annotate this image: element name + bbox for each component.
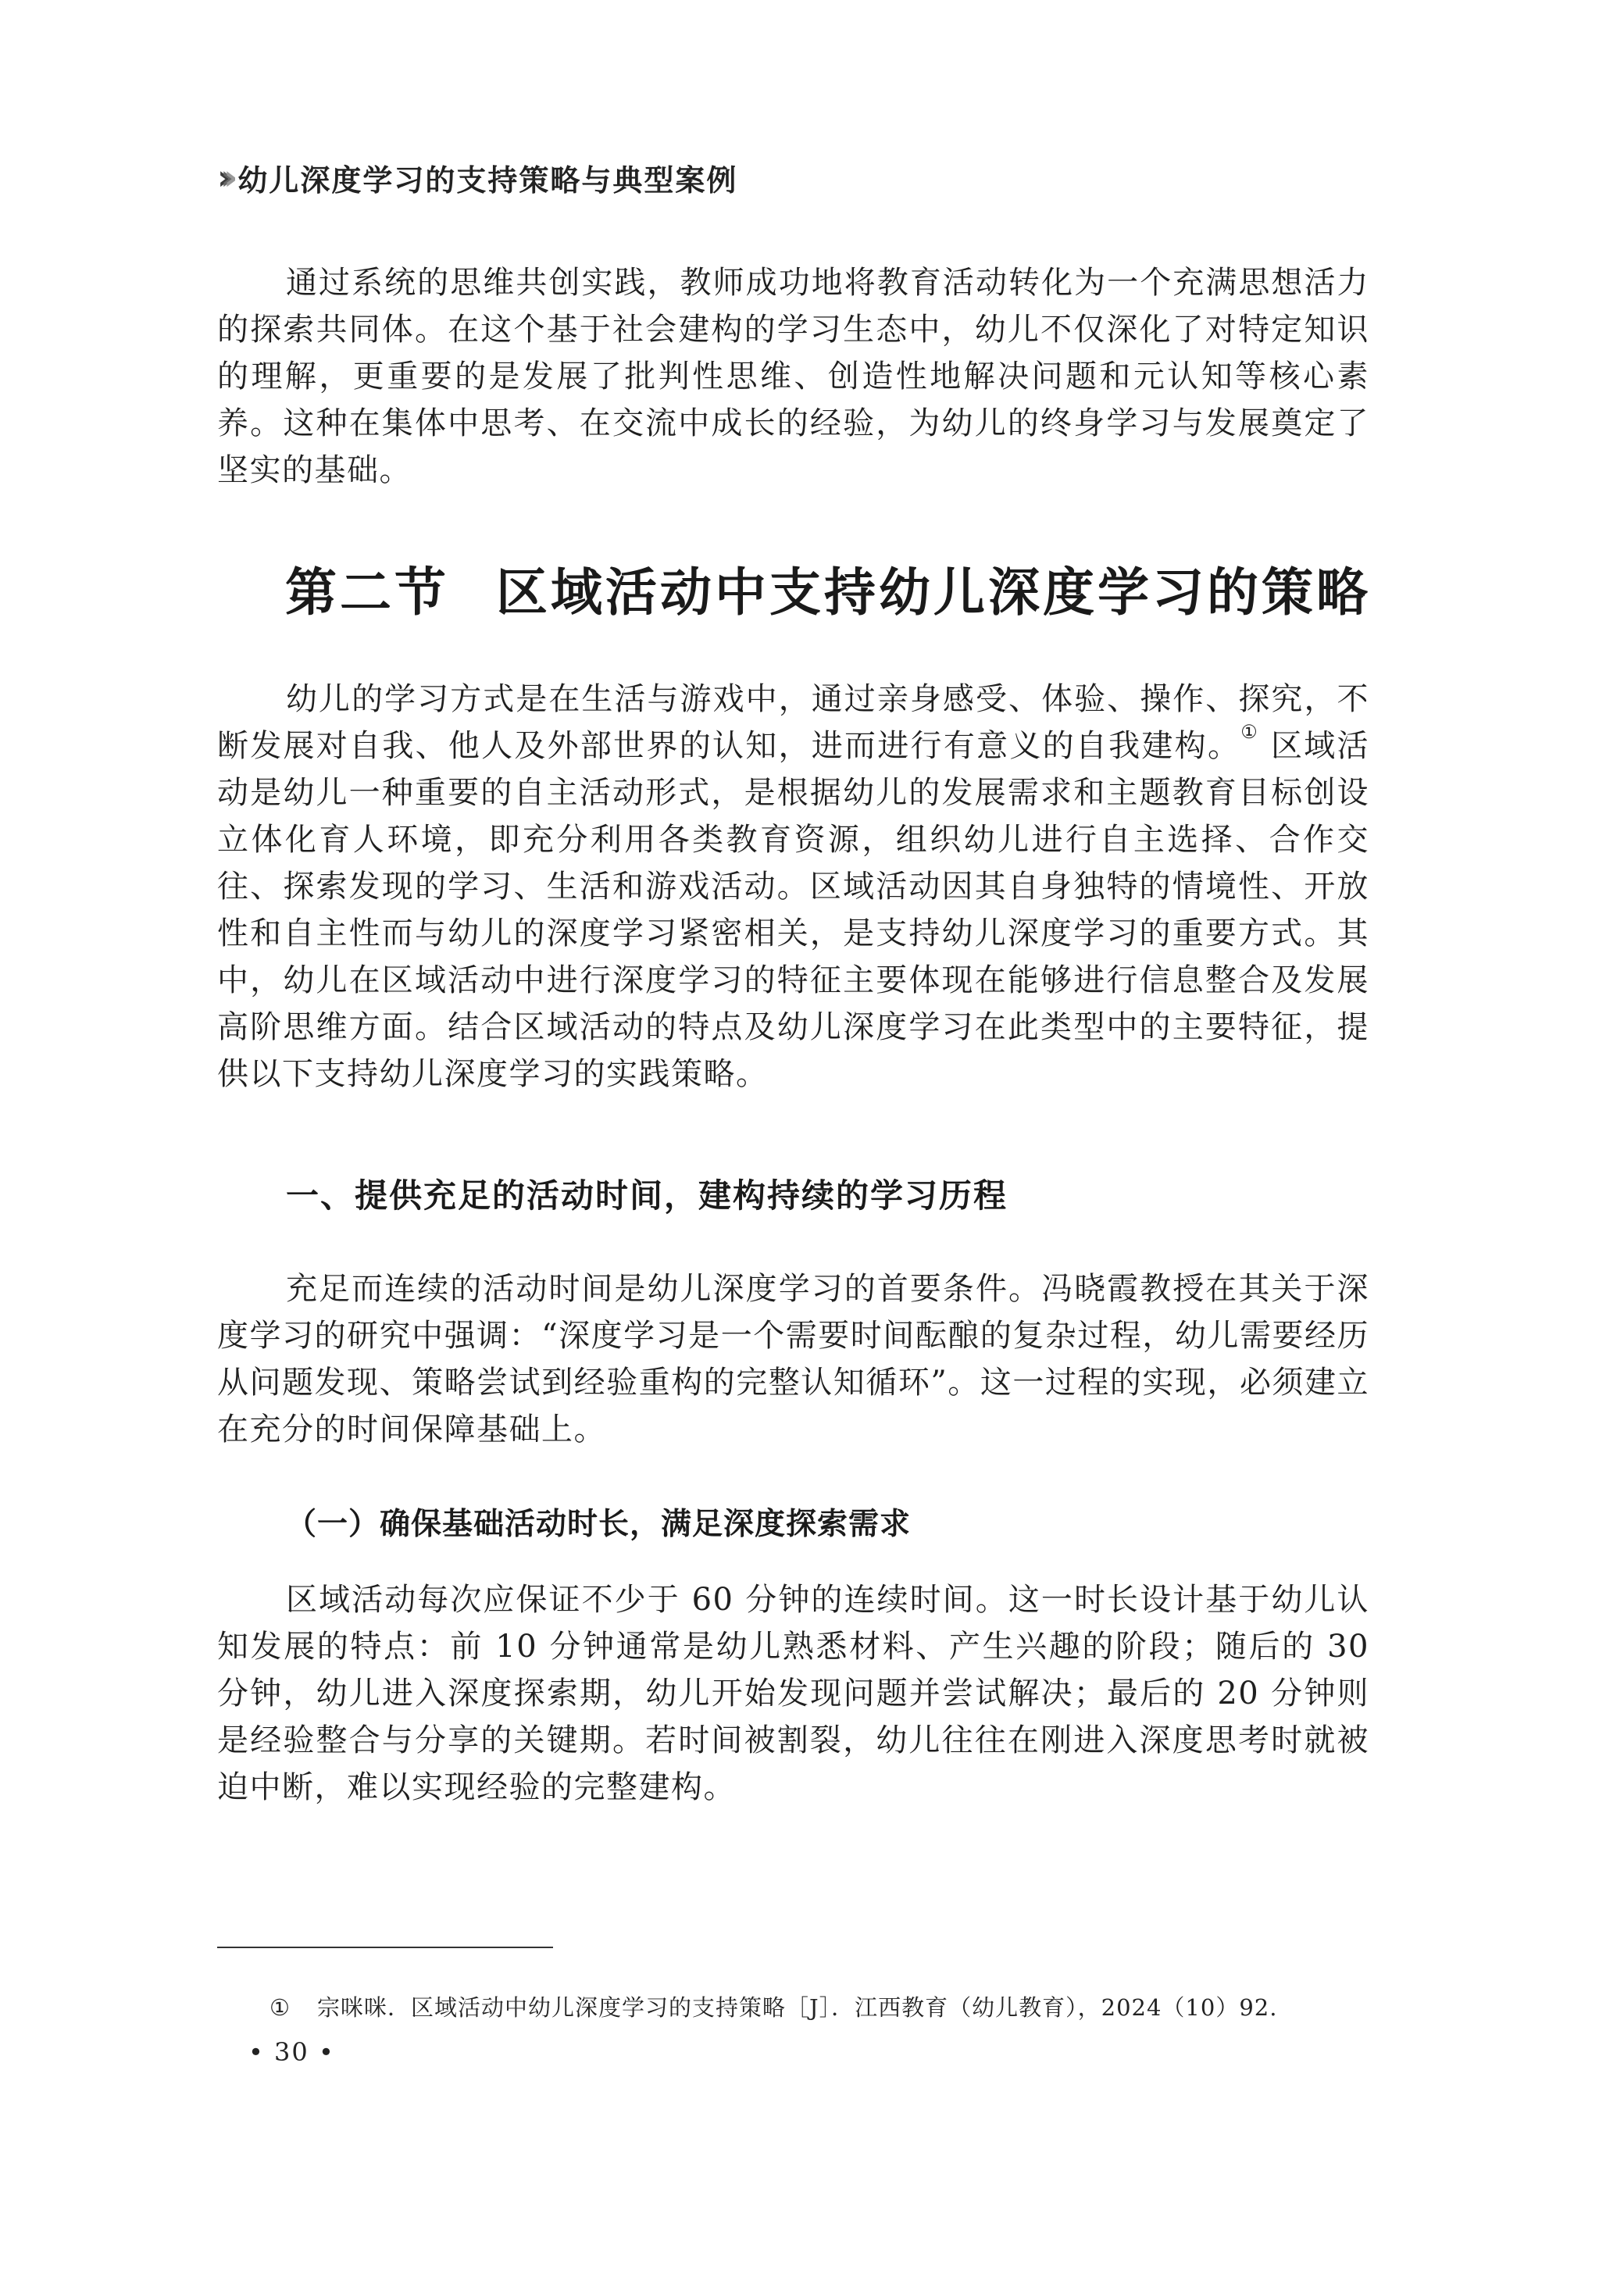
section-paragraph [217, 676, 1369, 1098]
subsection-paragraph: 充足而连续的活动时间是幼儿深度学习的首要条件。冯晓霞教授在其关于深度学习的研究中强调：“深度学习是一个需要时间酝酿的复杂过程，幼儿需要经历从问题发现、策略尝试到经验重构的完整认知循环”。这一过程的实现，必须建立在充分的时间保障基础上。 [217, 1271, 1369, 1447]
subsection-heading: 一、提供充足的活动时间，建构持续的学习历程 [286, 1176, 1008, 1215]
footnote [269, 1990, 1277, 2022]
page-number: • 30 • [248, 2037, 335, 2067]
running-header [217, 156, 737, 199]
chevron-arrows-icon: › › › [217, 157, 227, 198]
section-paragraph-text: 幼儿的学习方式是在生活与游戏中，通过亲身感受、体验、操作、探究，不断发展对自我、他人及外部世界的认知，进而进行有意义的自我建构。 [217, 681, 1369, 764]
footnote-divider [217, 1947, 553, 1948]
footnote-mark: ① [269, 1994, 291, 2021]
footnote-reference[interactable]: ① [1240, 721, 1259, 743]
footnote-text: 宗咪咪．区域活动中幼儿深度学习的支持策略［J］．江西教育（幼儿教育），2024（10）92. [317, 1994, 1278, 2021]
section-heading [285, 551, 1371, 625]
subsubsection-paragraph: 区域活动每次应保证不少于 60 分钟的连续时间。这一时长设计基于幼儿认知发展的特点：前 10 分钟通常是幼儿熟悉材料、产生兴趣的阶段；随后的 30 分钟，幼儿进入深度探索期，幼儿开始发现问题并尝试解决；最后的 20 分钟则是经验整合与分享的关键期。若时间被割裂，幼儿往往在刚进入深度思考时就被迫中断，难以实现经验的完整建构。 [217, 1582, 1369, 1805]
intro-paragraph: 通过系统的思维共创实践，教师成功地将教育活动转化为一个充满思想活力的探索共同体。在这个基于社会建构的学习生态中，幼儿不仅深化了对特定知识的理解，更重要的是发展了批判性思维、创造性地解决问题和元认知等核心素养。这种在集体中思考、在交流中成长的经验，为幼儿的终身学习与发展奠定了坚实的基础。 [217, 265, 1369, 488]
section-title: 区域活动中支持幼儿深度学习的策略 [496, 562, 1371, 623]
subsubsection-heading: （一）确保基础活动时长，满足深度探索需求 [286, 1507, 912, 1542]
section-paragraph-text-cont: 区域活动是幼儿一种重要的自主活动形式，是根据幼儿的发展需求和主题教育目标创设立体化育人环境，即充分利用各类教育资源，组织幼儿进行自主选择、合作交往、探索发现的学习、生活和游戏活动。区域活动因其自身独特的情境性、开放性和自主性而与幼儿的深度学习紧密相关，是支持幼儿深度学习的重要方式。其中，幼儿在区域活动中进行深度学习的特征主要体现在能够进行信息整合及发展高阶思维方面。结合区域活动的特点及幼儿深度学习在此类型中的主要特征，提供以下支持幼儿深度学习的实践策略。 [217, 728, 1370, 1092]
book-title: 幼儿深度学习的支持策略与典型案例 [237, 163, 738, 198]
section-number: 第二节 [285, 562, 449, 623]
